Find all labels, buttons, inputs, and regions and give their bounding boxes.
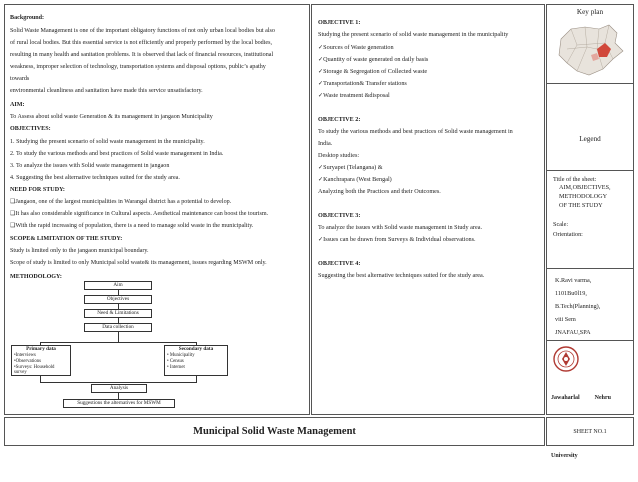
objective1-item: ✓Storage & Segregation of Collected waste [318,68,428,75]
university-line: University [551,453,578,460]
flow-secondary-box [164,345,228,376]
flow-need-box: Need & Limitations [84,309,152,318]
left-panel [4,4,310,415]
methodology-heading: METHODOLOGY: [10,274,62,280]
primary-item: •Interviews [14,353,36,358]
primary-item: •Surveys: Household [14,364,55,370]
secondary-item: • Census [167,358,184,364]
flow-aim-box: Aim [84,281,152,290]
key-plan-label: Key plan [576,8,604,16]
flow-objectives-box: Objectives [84,295,152,304]
objectives-heading: OBJECTIVES: [10,126,51,132]
key-plan-box [546,4,634,84]
sheet-number: SHEET NO.1 [573,428,607,435]
flow-collection-box: Data collection [84,323,152,332]
flow-connector [40,382,197,383]
secondary-title: Secondary data [178,346,214,352]
university-logo-icon [553,346,579,372]
author-line: JNAFAU,SPA [555,329,591,336]
flow-suggestions-box: Suggestions the alternatives for MSWM [63,399,175,408]
sheet-title-line: AIM,OBJECTIVES, [559,184,611,192]
objective3-heading: OBJECTIVE 3: [318,212,361,219]
author-line: 1101Bu0l19, [555,290,587,297]
sheet-number-box [546,417,634,446]
flow-primary-box [11,345,71,376]
orientation-label: Orientation: [553,230,583,238]
background-line: weakness, improper selection of technology, transportation systems and disposal options, public’s apathy [10,64,266,70]
legend-title: Legend [579,135,601,143]
aim-heading: AIM: [10,102,25,108]
flow-connector [40,342,197,343]
scale-label: Scale: [553,221,569,229]
objective1-text: Studying the present scenario of solid waste management in the municipality [318,31,509,38]
sheet-title-box [546,171,634,269]
objective2-line: To study the various methods and best practices of Solid waste management in [318,128,513,135]
background-heading: Background: [10,15,45,21]
objective-item: 4. Suggesting the best alternative techniques suited for the study area. [10,175,180,181]
objective-item: 2. To study the various methods and best practices of Solid waste management in India. [10,151,224,157]
objective2-heading: OBJECTIVE 2: [318,116,361,123]
author-line: viii Sem [555,316,576,323]
state-map-shape [559,25,623,75]
objective-item: 1. Studying the present scenario of solid waste management in the municipality. [10,139,205,145]
objective2-closing: Analyzing both the Practices and their Outcomes. [318,188,441,195]
need-item: ❑Jangaon, one of the largest municipalities in Warangal district has a potential to develop. [10,199,232,205]
objective4-text: Suggesting the best alternative techniques suited for the study area. [318,272,485,279]
author-line: B.Tech(Planning), [555,303,601,310]
university-line: Jawaharlal Nehru [551,394,611,401]
author-line: K.Ravi varma, [555,277,592,284]
objective1-heading: OBJECTIVE 1: [318,19,361,26]
scope-heading: SCOPE& LIMITATION OF THE STUDY: [10,236,123,242]
background-line: Solid Waste Management is one of the important obligatory functions of not only urban local bodies but also [10,28,275,34]
middle-panel [311,4,545,415]
flow-analysis-box: Analysis [91,384,147,393]
objective3-item: ✓Issues can be drawn from Surveys & Individual observations. [318,236,476,243]
footer-title-bar [4,417,545,446]
objective2-item: ✓Suryapet (Telangana) & [318,164,383,171]
aim-text: To Assess about solid waste Generation & its management in jangaon Municipality [10,114,213,120]
objective1-item: ✓Waste treatment &disposal [318,92,390,99]
background-line: towards [10,76,30,82]
background-line: of rural local bodies. But this essential service is not efficiently and properly performed by the local bodies, [10,40,273,46]
flow-connector [118,332,119,342]
objective2-desktop: Desktop studies: [318,152,360,159]
background-line: environmental cleanliness and sanitation have made this service unsatisfactory. [10,88,203,94]
sheet-title-line: METHODOLOGY [559,193,608,200]
sheet-title-line: OF THE STUDY [559,201,603,209]
objective4-heading: OBJECTIVE 4: [318,260,361,267]
primary-item: survey [14,370,27,376]
primary-item: •Observations [14,358,41,364]
objective1-item: ✓Sources of Waste generation [318,44,394,51]
objective2-item: ✓Kanchrapara (West Bengal) [318,176,392,183]
primary-title: Primary data [26,346,56,352]
background-line: resulting in many health and sanitation problems. It is observed that lack of financial resources, institutional [10,52,274,58]
sheet-title-label: Title of the sheet: [553,176,597,183]
objective3-text: To analyze the issues with Solid waste management in Study area. [318,224,483,231]
objective-item: 3. To analyze the issues with Solid waste management in jangaon [10,163,170,169]
objective2-line: India. [318,140,333,147]
scope-item: Scope of study is limited to only Municipal solid waste& its management, issues regarding MSWM only. [10,260,267,266]
need-item: ❑It has also considerable significance in Cultural aspects. Aesthetical maintenance can boost the tourism. [10,211,269,217]
key-plan-map [547,19,633,83]
scope-item: Study is limited only to the jangaon municipal boundary. [10,248,149,254]
objective1-item: ✓Quantity of waste generated on daily basis [318,56,429,63]
methodology-flowchart [5,5,311,416]
need-item: ❑With the rapid increasing of population, there is a need to manage solid waste in the municipality. [10,223,254,229]
need-heading: NEED FOR STUDY: [10,187,65,193]
author-box [546,269,634,341]
legend-box [546,84,634,171]
objective1-item: ✓Transportation& Transfer stations [318,80,407,87]
secondary-item: • Municipality [167,353,195,358]
secondary-item: • Internet [167,364,185,370]
main-title: Municipal Solid Waste Management [193,426,356,437]
